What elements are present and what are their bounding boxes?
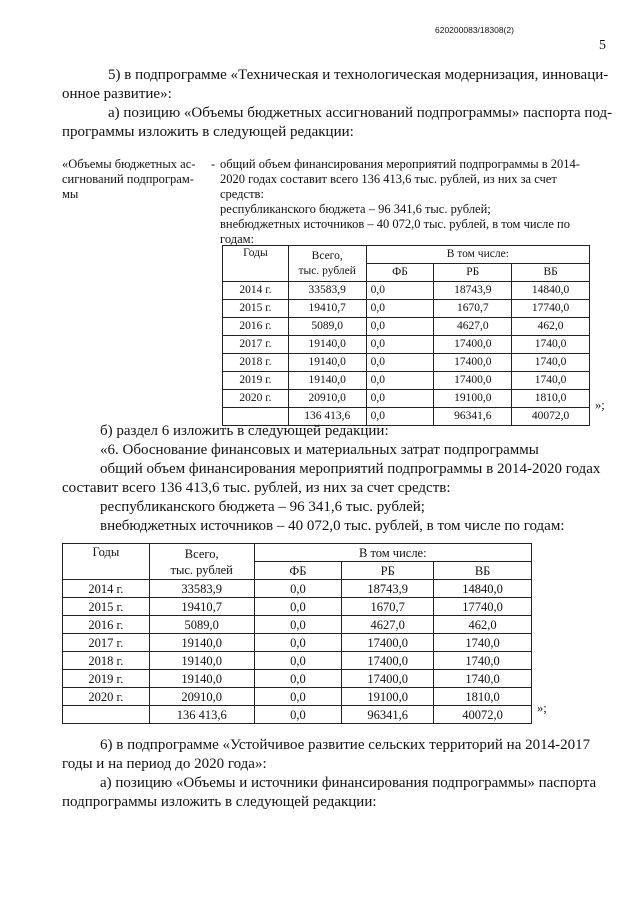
section-rural-line1: 6) в подпрограмме «Устойчивое развитие сельских территорий на 2014-2017 [100, 737, 591, 753]
passport-right-line6: годам: [220, 232, 254, 246]
header-rb: РБ [342, 562, 434, 580]
table-row: 2018 г. 19140,0 0,0 17400,0 1740,0 [223, 354, 590, 372]
passport-left-line2: сигнований подпрограм- [62, 172, 194, 186]
table-row: 2016 г. 5089,0 0,0 4627,0 462,0 [63, 616, 532, 634]
passport-right-line2: 2020 годах составит всего 136 413,6 тыс. рублей, из них за счет [220, 172, 557, 186]
passport-left-line3: мы [62, 187, 79, 201]
table1-closing-quote: »; [595, 398, 605, 412]
header-including: В том числе: [254, 544, 531, 562]
section5-a-line1: а) позицию «Объемы бюджетных ассигнований подпрограммы» паспорта под- [108, 105, 613, 121]
header-total: Всего, тыс. рублей [149, 544, 254, 580]
header-fb: ФБ [254, 562, 342, 580]
section6-para3: республиканского бюджета – 96 341,6 тыс. рублей; [100, 499, 425, 515]
header-total: Всего, тыс. рублей [288, 246, 366, 282]
table-row: 2019 г. 19140,0 0,0 17400,0 1740,0 [63, 670, 532, 688]
table-row: 2017 г. 19140,0 0,0 17400,0 1740,0 [63, 634, 532, 652]
passport-dash: - [211, 157, 216, 171]
section6-para4: внебюджетных источников – 40 072,0 тыс. рублей, в том числе по годам: [100, 518, 565, 534]
header-years: Годы [223, 246, 289, 282]
section-rural-line2: годы и на период до 2020 года»: [62, 756, 267, 772]
section5-line1: 5) в подпрограмме «Техническая и технологическая модернизация, инноваци- [108, 67, 609, 83]
table-row: 2020 г. 20910,0 0,0 19100,0 1810,0 [223, 390, 590, 408]
section6-heading: «6. Обоснование финансовых и материальных затрат подпрограммы [100, 442, 539, 458]
header-years: Годы [63, 544, 150, 580]
passport-right-line4: республиканского бюджета – 96 341,6 тыс. рублей; [220, 202, 491, 216]
passport-right-line1: общий объем финансирования мероприятий подпрограммы в 2014- [220, 157, 580, 171]
passport-funding-table [222, 245, 590, 426]
passport-left-line1: «Объемы бюджетных ас- [62, 157, 196, 171]
header-vb: ВБ [512, 264, 590, 282]
table-row: 2014 г. 33583,9 0,0 18743,9 14840,0 [63, 580, 532, 598]
section6-para2: составит всего 136 413,6 тыс. рублей, из них за счет средств: [62, 480, 451, 496]
table-row: 2016 г. 5089,0 0,0 4627,0 462,0 [223, 318, 590, 336]
document-id: 620200083/18308(2) [435, 25, 514, 35]
passport-right-line5: внебюджетных источников – 40 072,0 тыс. рублей, в том числе по [220, 217, 570, 231]
section-rural-a-line2: подпрограммы изложить в следующей редакции: [62, 794, 377, 810]
table-row: 2015 г. 19410,7 0,0 1670,7 17740,0 [63, 598, 532, 616]
table-row: 2018 г. 19140,0 0,0 17400,0 1740,0 [63, 652, 532, 670]
header-rb: РБ [434, 264, 512, 282]
section-rural-a-line1: а) позицию «Объемы и источники финансирования подпрограммы» паспорта [100, 775, 597, 791]
section6-b-line: б) раздел 6 изложить в следующей редакции: [100, 423, 389, 439]
header-vb: ВБ [434, 562, 532, 580]
table-total-row: 136 413,6 0,0 96341,6 40072,0 [63, 706, 532, 724]
header-including: В том числе: [366, 246, 589, 264]
table2-closing-quote: »; [537, 701, 547, 715]
table-row: 2014 г. 33583,9 0,0 18743,9 14840,0 [223, 282, 590, 300]
table-row: 2019 г. 19140,0 0,0 17400,0 1740,0 [223, 372, 590, 390]
section6-funding-table [62, 543, 532, 724]
section5-line2: онное развитие»: [62, 86, 172, 102]
section6-para1: общий объем финансирования мероприятий подпрограммы в 2014-2020 годах [100, 461, 601, 477]
page-number: 5 [599, 38, 606, 53]
section5-a-line2: программы изложить в следующей редакции: [62, 124, 354, 140]
table-row: 2017 г. 19140,0 0,0 17400,0 1740,0 [223, 336, 590, 354]
table-row: 2020 г. 20910,0 0,0 19100,0 1810,0 [63, 688, 532, 706]
table-row: 2015 г. 19410,7 0,0 1670,7 17740,0 [223, 300, 590, 318]
table-total-row: 136 413,6 0,0 96341,6 40072,0 [223, 408, 590, 426]
passport-right-line3: средств: [220, 187, 264, 201]
header-fb: ФБ [366, 264, 434, 282]
